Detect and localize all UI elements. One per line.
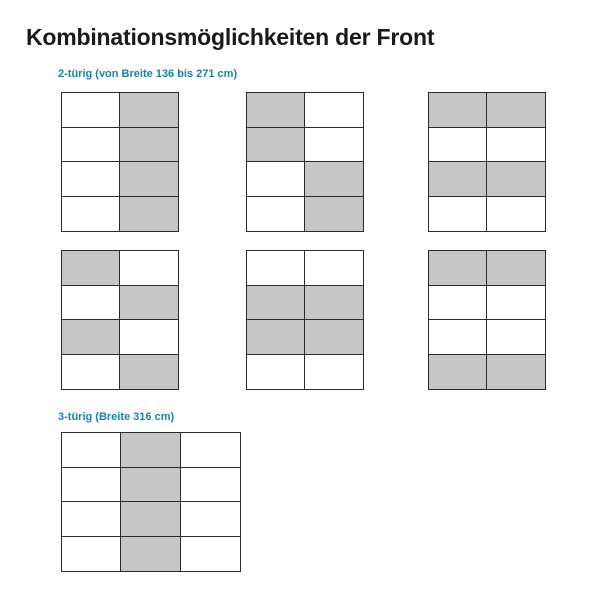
panel-cell [62, 162, 120, 197]
panel-cell [62, 251, 120, 286]
panel-cell [429, 197, 487, 232]
panel-cell [487, 320, 545, 355]
panel-cell [62, 286, 120, 321]
panel-cell [487, 251, 545, 286]
panel-cell [247, 320, 305, 355]
panel-cell [181, 468, 240, 503]
panel-cell [305, 93, 363, 128]
panel-cell [181, 502, 240, 537]
panel-cell [429, 251, 487, 286]
panel-cell [120, 93, 178, 128]
panel-cell [247, 286, 305, 321]
panel-cell [62, 320, 120, 355]
combination-2 [246, 92, 364, 232]
panel-cell [305, 128, 363, 163]
panel-cell [62, 433, 121, 468]
combination-6 [428, 250, 546, 390]
combination-4 [61, 250, 179, 390]
panel-cell [120, 286, 178, 321]
panel-cell [247, 355, 305, 390]
panel-cell [120, 128, 178, 163]
section-label-two-door: 2-türig (von Breite 136 bis 271 cm) [58, 68, 238, 80]
panel-cell [429, 93, 487, 128]
panel-cell [247, 197, 305, 232]
panel-cell [62, 93, 120, 128]
panel-cell [247, 251, 305, 286]
panel-cell [62, 468, 121, 503]
combination-5 [246, 250, 364, 390]
page-title: Kombinationsmöglichkeiten der Front [26, 24, 435, 50]
panel-cell [305, 355, 363, 390]
panel-cell [62, 355, 120, 390]
panel-cell [247, 93, 305, 128]
panel-cell [62, 197, 120, 232]
panel-cell [120, 197, 178, 232]
panel-cell [121, 537, 180, 572]
panel-cell [429, 128, 487, 163]
combination-3 [428, 92, 546, 232]
panel-cell [247, 162, 305, 197]
panel-cell [305, 286, 363, 321]
panel-cell [305, 197, 363, 232]
panel-cell [121, 502, 180, 537]
panel-cell [487, 355, 545, 390]
panel-cell [429, 355, 487, 390]
panel-cell [305, 320, 363, 355]
panel-cell [181, 433, 240, 468]
panel-cell [120, 162, 178, 197]
panel-cell [121, 468, 180, 503]
panel-cell [487, 128, 545, 163]
panel-cell [429, 286, 487, 321]
panel-cell [62, 128, 120, 163]
panel-cell [305, 162, 363, 197]
panel-cell [62, 502, 121, 537]
panel-cell [487, 162, 545, 197]
panel-cell [120, 251, 178, 286]
panel-cell [305, 251, 363, 286]
panel-cell [247, 128, 305, 163]
panel-cell [181, 537, 240, 572]
combination-1 [61, 92, 179, 232]
panel-cell [487, 93, 545, 128]
panel-cell [429, 162, 487, 197]
panel-cell [487, 286, 545, 321]
panel-cell [120, 320, 178, 355]
combination-7 [61, 432, 241, 572]
panel-cell [487, 197, 545, 232]
panel-cell [429, 320, 487, 355]
panel-cell [62, 537, 121, 572]
section-label-three-door: 3-türig (Breite 316 cm) [58, 411, 175, 423]
panel-cell [120, 355, 178, 390]
panel-cell [121, 433, 180, 468]
